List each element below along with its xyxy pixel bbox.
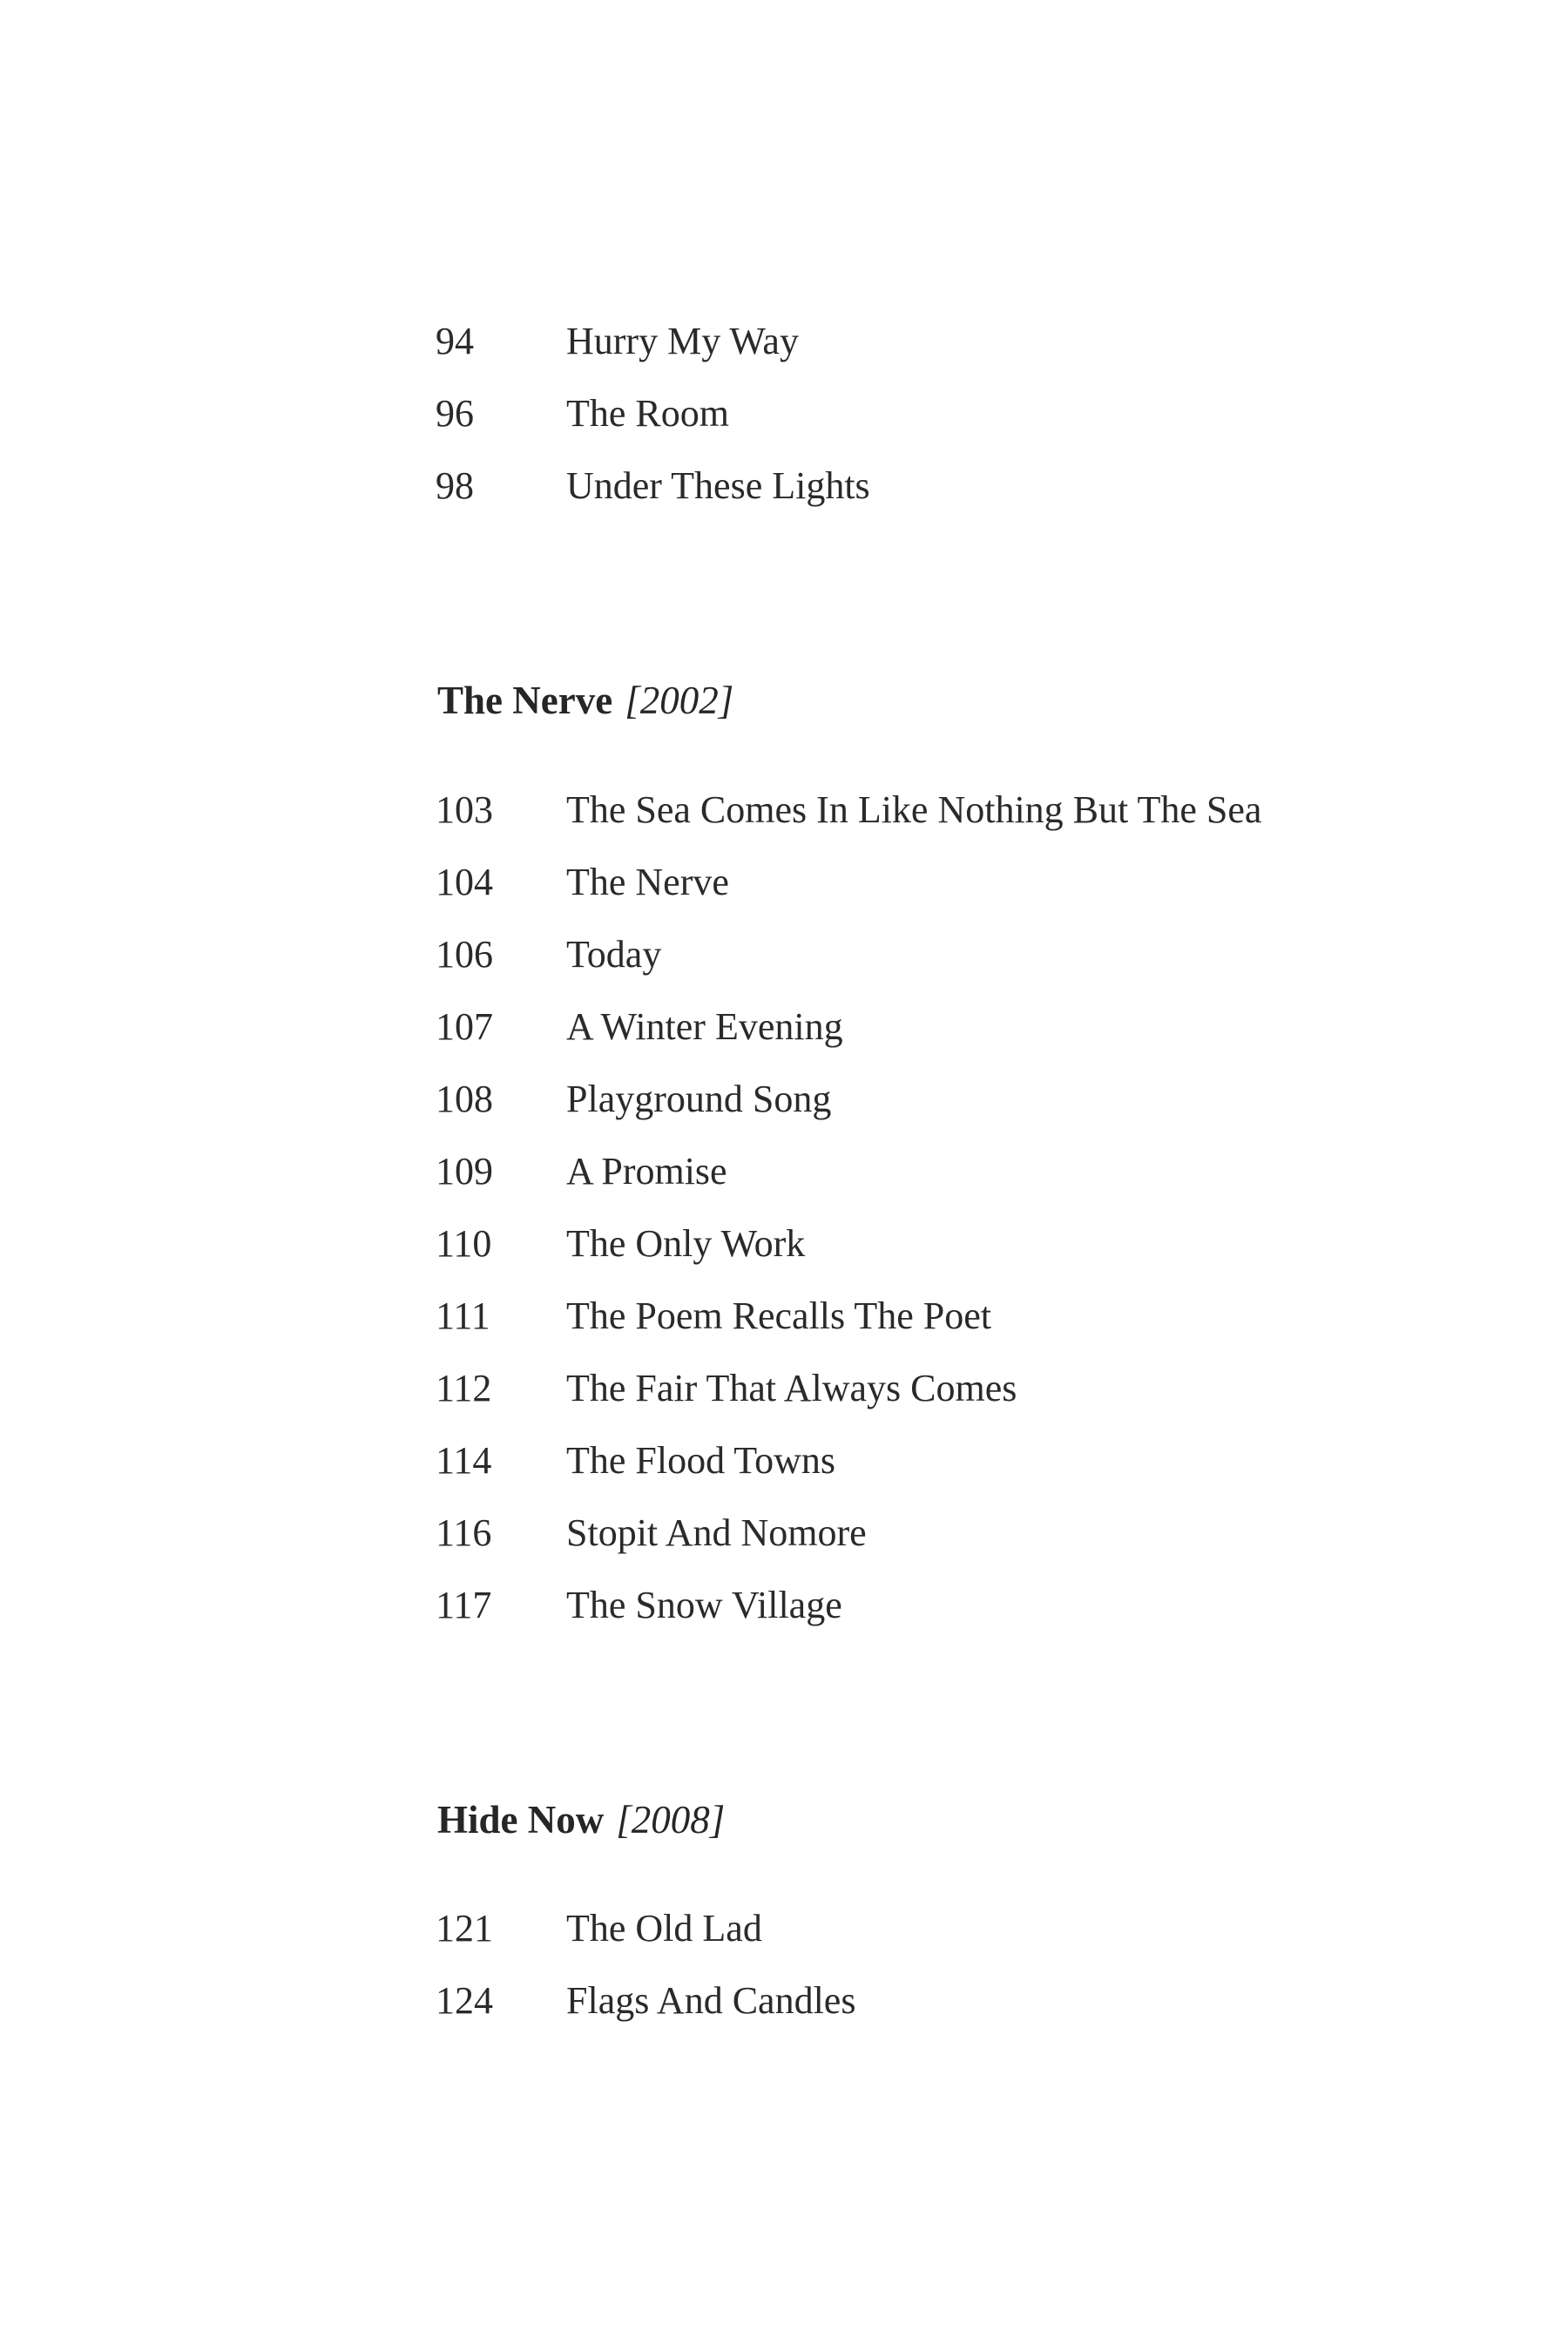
toc-page-number: 94 [436,320,474,362]
toc-entry-title: Hurry My Way [566,320,799,362]
toc-page-number: 104 [436,861,493,903]
toc-page-number: 96 [436,392,474,435]
toc-entry-title: Under These Lights [566,464,870,507]
toc-page-number: 116 [436,1511,492,1554]
toc-entry-title: The Nerve [566,861,729,903]
section-year: [2002] [625,679,734,722]
toc-entry[interactable] [436,1063,1481,1135]
toc-entry[interactable] [436,1207,1481,1280]
toc-page-number: 109 [436,1150,493,1193]
toc-page-number: 121 [436,1907,493,1950]
toc-entry-title: A Winter Evening [566,1005,843,1048]
toc-entry[interactable] [436,1280,1481,1352]
toc-entry[interactable] [436,1352,1481,1424]
section-year: [2008] [616,1798,726,1842]
toc-entry-title: Playground Song [566,1078,832,1120]
toc-entry-title: The Flood Towns [566,1439,836,1482]
toc-entry[interactable] [436,990,1481,1063]
toc-entry-title: Flags And Candles [566,1979,856,2022]
toc-entry[interactable] [436,377,1481,449]
toc-entry[interactable] [436,1892,1481,1964]
toc-entry-title: Stopit And Nomore [566,1511,867,1554]
toc-entry-title: The Sea Comes In Like Nothing But The Sea [566,788,1262,831]
toc-page-number: 103 [436,788,493,831]
toc-page-number: 111 [436,1294,490,1337]
toc-page-number: 114 [436,1439,492,1482]
toc-entry[interactable] [436,1424,1481,1497]
section-title: Hide Now [437,1798,605,1842]
toc-entry[interactable] [436,918,1481,990]
toc-entry-title: A Promise [566,1150,727,1193]
toc-page-number: 112 [436,1367,492,1409]
toc-page-number: 108 [436,1078,493,1120]
section-heading-hide-now [437,1797,725,1842]
toc-entry[interactable] [436,846,1481,918]
toc-entry[interactable] [436,1964,1481,2037]
section-title: The Nerve [437,679,613,722]
toc-entry[interactable] [436,1497,1481,1569]
toc-entry[interactable] [436,774,1481,846]
toc-entry[interactable] [436,449,1481,522]
toc-page-number: 124 [436,1979,493,2022]
toc-entry-title: The Only Work [566,1222,806,1265]
toc-block-the-nerve [436,774,1481,1641]
toc-block-top [436,305,1481,522]
toc-block-hide-now [436,1892,1481,2037]
section-heading-the-nerve [437,678,733,723]
toc-entry-title: The Old Lad [566,1907,762,1950]
toc-entry[interactable] [436,305,1481,377]
toc-entry-title: The Room [566,392,729,435]
toc-entry-title: The Snow Village [566,1584,842,1626]
toc-entry-title: The Poem Recalls The Poet [566,1294,991,1337]
toc-entry[interactable] [436,1569,1481,1641]
toc-entry[interactable] [436,1135,1481,1207]
toc-page-number: 110 [436,1222,492,1265]
toc-page-number: 107 [436,1005,493,1048]
toc-entry-title: Today [566,933,662,976]
toc-page-number: 106 [436,933,493,976]
toc-page-number: 117 [436,1584,492,1626]
toc-page-number: 98 [436,464,474,507]
toc-entry-title: The Fair That Always Comes [566,1367,1017,1409]
